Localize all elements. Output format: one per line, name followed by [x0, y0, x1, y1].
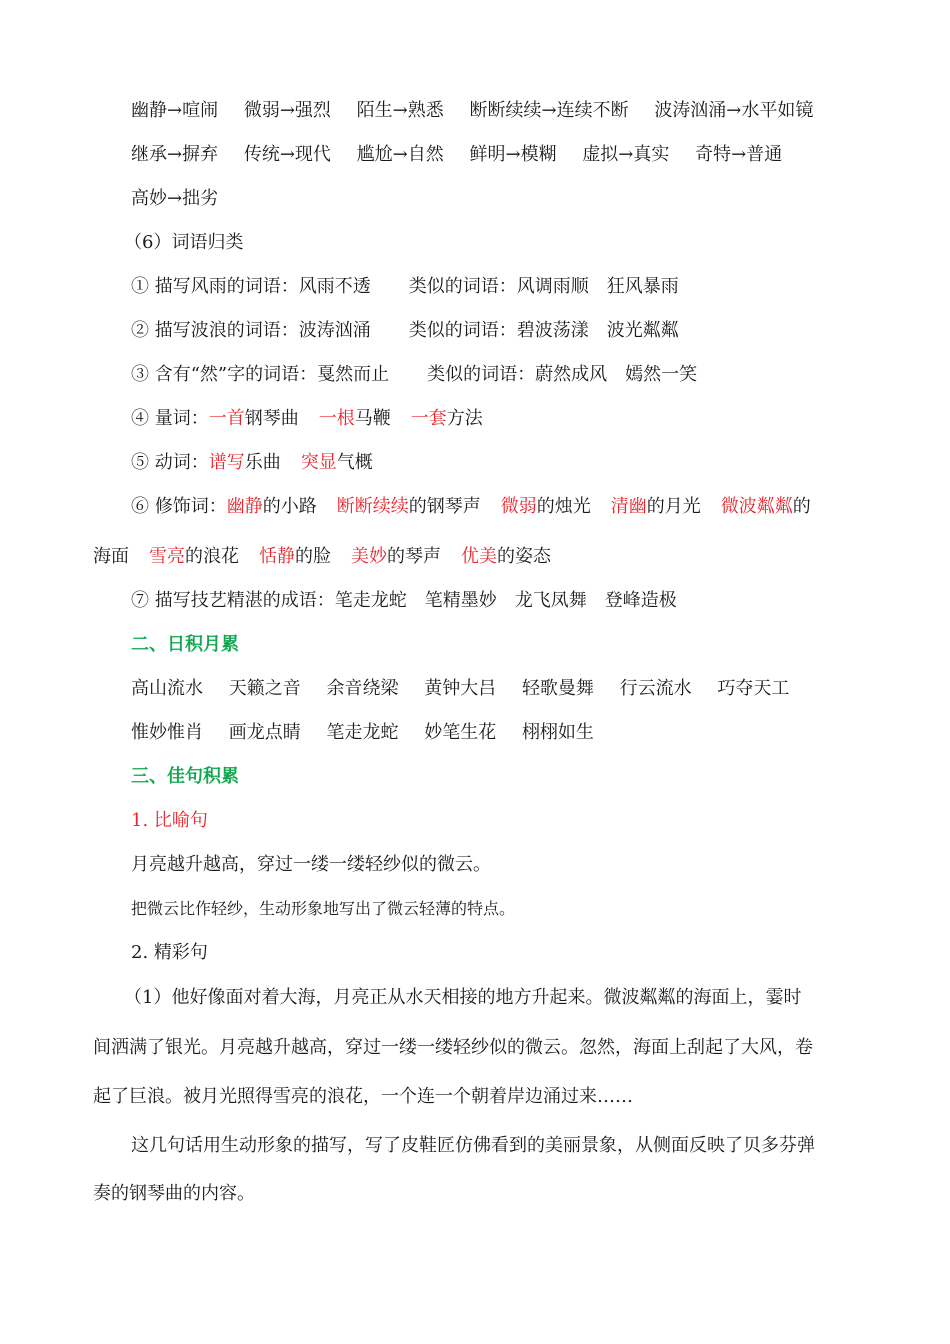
idiom: 轻歌曼舞 [521, 678, 594, 699]
idiom-row-2 [131, 721, 594, 745]
paragraph-line: 这几句话用生动形象的描写，写了皮鞋匠仿佛看到的美丽景象，从侧面反映了贝多芬弹 [131, 1135, 815, 1156]
highlight-word: 断断续续 [336, 496, 409, 517]
word-rest: 的月光 [646, 496, 701, 517]
idiom: 余音绕梁 [326, 678, 399, 699]
classify-label: ③ 含有“然”字的词语：戛然而止 [131, 364, 390, 385]
highlight-word: 恬静 [259, 546, 295, 567]
word-rest: 海面 [93, 546, 129, 567]
idiom: 黄钟大吕 [424, 678, 497, 699]
antonym-row-3 [131, 187, 218, 211]
classify-prefix: ⑥ 修饰词： [131, 496, 227, 517]
highlight-word: 一根 [318, 408, 355, 429]
word-rest: 的小路 [262, 496, 317, 517]
antonym: 传统→现代 [243, 144, 331, 165]
antonym: 陌生→熟悉 [356, 100, 444, 121]
antonym: 尴尬→自然 [356, 144, 444, 165]
paragraph-line: 奏的钢琴曲的内容。 [93, 1183, 255, 1204]
classify-prefix: ⑤ 动词： [131, 452, 209, 473]
idiom: 天籁之音 [228, 678, 301, 699]
classify-item-3 [131, 363, 697, 387]
antonym: 幽静→喧闹 [131, 100, 219, 121]
word-rest: 的浪花 [185, 546, 239, 567]
antonym: 高妙→拙劣 [131, 188, 219, 209]
word-rest: 的姿态 [497, 546, 551, 567]
antonym: 波涛汹涌→水平如镜 [654, 100, 814, 121]
subheading-excellent: 2. 精彩句 [131, 942, 208, 963]
classify-item-7: ⑦ 描写技艺精湛的成语：笔走龙蛇 笔精墨妙 龙飞凤舞 登峰造极 [131, 590, 677, 611]
highlight-word: 谱写 [208, 452, 245, 473]
idiom: 行云流水 [619, 678, 692, 699]
idiom: 惟妙惟肖 [131, 722, 203, 743]
word-rest: 气概 [336, 452, 373, 473]
word-rest: 方法 [446, 408, 483, 429]
subheading-simile: 1. 比喻句 [131, 810, 208, 831]
paragraph-line: （1）他好像面对着大海，月亮正从水天相接的地方升起来。微波粼粼的海面上，霎时 [124, 987, 802, 1008]
highlight-word: 突显 [300, 452, 337, 473]
highlight-word: 美妙 [351, 546, 387, 567]
word-rest: 的烛光 [536, 496, 591, 517]
section-heading: 二、日积月累 [131, 634, 239, 655]
antonym: 虚拟→真实 [582, 144, 670, 165]
antonym: 断断续续→连续不断 [469, 100, 629, 121]
classify-similar: 类似的词语：风调雨顺 狂风暴雨 [408, 276, 679, 297]
word-rest: 马鞭 [354, 408, 391, 429]
idiom-row-1 [131, 677, 789, 701]
simile-note: 把微云比作轻纱，生动形象地写出了微云轻薄的特点。 [131, 899, 516, 918]
idiom: 高山流水 [131, 678, 203, 699]
simile-sentence: 月亮越升越高，穿过一缕一缕轻纱似的微云。 [131, 854, 491, 875]
classify-item-5 [131, 451, 373, 475]
antonym: 奇特→普通 [695, 144, 783, 165]
highlight-word: 微波粼粼 [720, 496, 793, 517]
classify-item-6 [131, 495, 811, 519]
word-rest: 的钢琴声 [408, 496, 481, 517]
classify-item-6-cont [93, 545, 551, 569]
highlight-word: 一首 [208, 408, 245, 429]
word-rest: 的琴声 [387, 546, 441, 567]
antonym: 微弱→强烈 [243, 100, 331, 121]
word-rest: 的脸 [295, 546, 331, 567]
classify-similar: 类似的词语：蔚然成风 嫣然一笑 [427, 364, 698, 385]
idiom: 栩栩如生 [521, 722, 594, 743]
classify-item-1 [131, 275, 679, 299]
classify-heading: （6）词语归类 [124, 232, 244, 253]
paragraph-line: 起了巨浪。被月光照得雪亮的浪花，一个连一个朝着岸边涌过来…… [93, 1086, 633, 1107]
highlight-word: 微弱 [500, 496, 537, 517]
word-rest: 钢琴曲 [244, 408, 299, 429]
antonym: 鲜明→模糊 [469, 144, 557, 165]
highlight-word: 雪亮 [149, 546, 185, 567]
antonym: 继承→摒弃 [131, 144, 219, 165]
highlight-word: 清幽 [610, 496, 647, 517]
classify-similar: 类似的词语：碧波荡漾 波光粼粼 [408, 320, 679, 341]
word-rest: 的 [792, 496, 811, 517]
highlight-word: 幽静 [226, 496, 263, 517]
antonym-row-2 [131, 143, 782, 167]
highlight-word: 一套 [410, 408, 447, 429]
antonym-row-1 [131, 99, 813, 123]
paragraph-line: 间洒满了银光。月亮越升越高，穿过一缕一缕轻纱似的微云。忽然，海面上刮起了大风，卷 [93, 1037, 813, 1058]
word-rest: 乐曲 [244, 452, 281, 473]
classify-label: ① 描写风雨的词语：风雨不透 [131, 276, 371, 297]
section-heading: 三、佳句积累 [131, 766, 239, 787]
classify-item-2 [131, 319, 679, 343]
idiom: 笔走龙蛇 [326, 722, 399, 743]
highlight-word: 优美 [461, 546, 497, 567]
classify-prefix: ④ 量词： [131, 408, 209, 429]
idiom: 妙笔生花 [424, 722, 497, 743]
idiom: 画龙点睛 [228, 722, 301, 743]
classify-label: ② 描写波浪的词语：波涛汹涌 [131, 320, 371, 341]
classify-item-4 [131, 407, 483, 431]
idiom: 巧夺天工 [717, 678, 790, 699]
